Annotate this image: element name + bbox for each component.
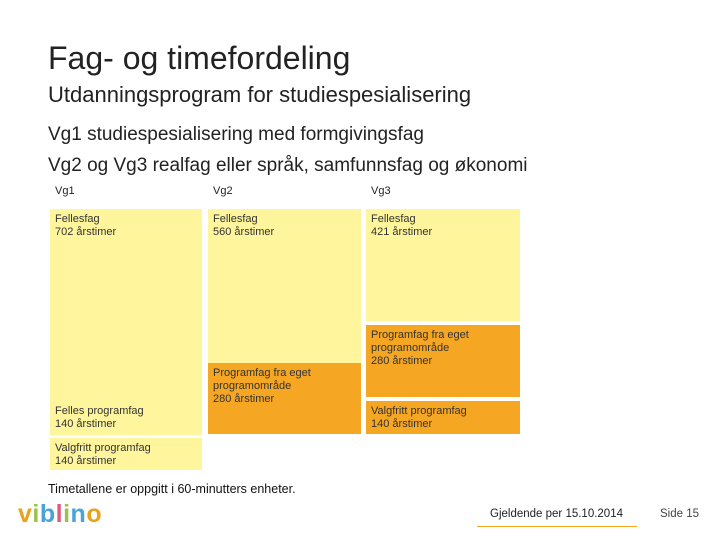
- vg3-fellesfag-label: Fellesfag: [371, 213, 416, 225]
- logo-letter-7: o: [86, 500, 103, 528]
- logo-letter-6: n: [70, 500, 87, 528]
- logo-letter-2: i: [32, 500, 40, 528]
- logo-letter-1: v: [18, 500, 33, 528]
- vg1-fellesfag-block: [50, 209, 202, 434]
- vg1-valgfritt-block: [50, 438, 202, 470]
- slide-subtitle: Utdanningsprogram for studiespesialisering: [48, 82, 472, 107]
- program-line-1: Vg1 studiespesialisering med formgivingsfag: [48, 124, 424, 145]
- vg1-header: Vg1: [55, 185, 75, 197]
- program-line-2: Vg2 og Vg3 realfag eller språk, samfunnsfag og økonomi: [48, 155, 528, 176]
- vg3-programfag-hours: 280 årstimer: [371, 355, 433, 367]
- vg2-fellesfag-hours: 560 årstimer: [213, 226, 275, 238]
- logo-letter-3: b: [39, 500, 56, 528]
- hours-note: Timetallene er oppgitt i 60-minutters enheter.: [48, 482, 296, 496]
- vg2-programfag-hours: 280 årstimer: [213, 393, 275, 405]
- vg3-programfag-label-1: Programfag fra eget: [371, 329, 469, 341]
- vg1-valgfritt-hours: 140 årstimer: [55, 455, 117, 467]
- vg2-programfag-label-1: Programfag fra eget: [213, 367, 311, 379]
- vg3-fellesfag-block: [366, 209, 520, 321]
- vg1-fellesfag-hours: 702 årstimer: [55, 226, 117, 238]
- logo-letter-5: i: [63, 500, 71, 528]
- vg2-programfag-block: [208, 363, 361, 434]
- vg1-felles-programfag-label: Felles programfag: [55, 405, 144, 417]
- vg3-programfag-label-2: programområde: [371, 342, 450, 354]
- footer-underline: [477, 526, 637, 527]
- vg1-felles-programfag-hours: 140 årstimer: [55, 418, 117, 430]
- vg1-valgfritt-label: Valgfritt programfag: [55, 442, 151, 454]
- viblino-logo: [18, 500, 102, 529]
- vg3-valgfritt-label: Valgfritt programfag: [371, 405, 467, 417]
- vg2-fellesfag-label: Fellesfag: [213, 213, 258, 225]
- page-number: Side 15: [660, 508, 700, 520]
- vg3-programfag-block: [366, 325, 520, 397]
- vg1-felles-programfag-block: [50, 401, 202, 435]
- vg3-valgfritt-block: [366, 401, 520, 434]
- logo-letter-4: l: [55, 500, 64, 528]
- vg3-valgfritt-hours: 140 årstimer: [371, 418, 433, 430]
- vg3-fellesfag-hours: 421 årstimer: [371, 226, 433, 238]
- footer-date: Gjeldende per 15.10.2014: [490, 508, 623, 520]
- vg1-fellesfag-label: Fellesfag: [55, 213, 100, 225]
- vg2-fellesfag-block: [208, 209, 361, 363]
- vg2-programfag-label-2: programområde: [213, 380, 292, 392]
- vg2-header: Vg2: [213, 185, 233, 197]
- slide-title: Fag- og timefordeling: [48, 40, 351, 76]
- vg3-header: Vg3: [371, 185, 391, 197]
